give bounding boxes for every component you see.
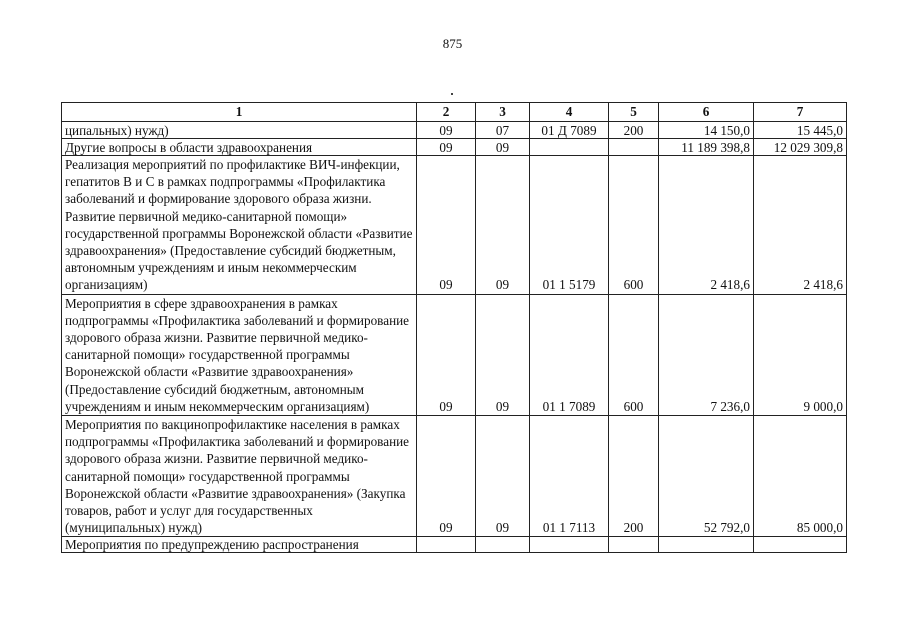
row-section: 09 — [417, 139, 476, 156]
row-subsection: 09 — [476, 139, 530, 156]
header-col-4: 4 — [530, 103, 609, 122]
header-col-7: 7 — [754, 103, 847, 122]
row-expense-type: 600 — [609, 294, 659, 415]
row-amount-7: 15 445,0 — [754, 122, 847, 139]
row-subsection: 09 — [476, 294, 530, 415]
row-name: Мероприятия в сфере здравоохранения в рамках подпрограммы «Профилактика заболеваний и формирование здорового образа жизни. Развитие первичной медико-санитарной помощи» государственной программы Воронежской области «Развитие здравоохранения» (Предоставление субсидий бюджетным, автономным учреждениям и иным некоммерческим организациям) — [62, 294, 417, 415]
row-expense-type: 200 — [609, 416, 659, 537]
row-target-code: 01 1 7089 — [530, 294, 609, 415]
row-amount-7 — [754, 537, 847, 553]
header-col-2: 2 — [417, 103, 476, 122]
row-amount-6: 11 189 398,8 — [659, 139, 754, 156]
header-row — [62, 103, 847, 122]
row-subsection — [476, 537, 530, 553]
row-expense-type — [609, 537, 659, 553]
row-name: Мероприятия по вакцинопрофилактике населения в рамках подпрограммы «Профилактика заболеваний и формирование здорового образа жизни. Развитие первичной медико-санитарной помощи» государственной программы Воронежской области «Развитие здравоохранения» (Закупка товаров, работ и услуг для государственных (муниципальных) нужд) — [62, 416, 417, 537]
row-amount-6 — [659, 537, 754, 553]
row-subsection: 09 — [476, 416, 530, 537]
row-subsection: 09 — [476, 156, 530, 295]
row-amount-7: 9 000,0 — [754, 294, 847, 415]
header-col-1: 1 — [62, 103, 417, 122]
header-col-5: 5 — [609, 103, 659, 122]
row-amount-6: 2 418,6 — [659, 156, 754, 295]
row-section: 09 — [417, 294, 476, 415]
table-row — [62, 294, 847, 415]
row-name: Мероприятия по предупреждению распространения — [62, 537, 417, 553]
budget-table — [61, 102, 847, 553]
table-row — [62, 416, 847, 537]
row-subsection: 07 — [476, 122, 530, 139]
row-amount-6: 14 150,0 — [659, 122, 754, 139]
table-row — [62, 122, 847, 139]
row-expense-type: 600 — [609, 156, 659, 295]
row-amount-6: 7 236,0 — [659, 294, 754, 415]
table-row — [62, 537, 847, 553]
row-section: 09 — [417, 416, 476, 537]
row-target-code — [530, 537, 609, 553]
row-section: 09 — [417, 156, 476, 295]
row-name: Другие вопросы в области здравоохранения — [62, 139, 417, 156]
page-number: 875 — [442, 36, 463, 51]
row-expense-type: 200 — [609, 122, 659, 139]
row-amount-7: 12 029 309,8 — [754, 139, 847, 156]
row-target-code: 01 Д 7089 — [530, 122, 609, 139]
table-row — [62, 139, 847, 156]
row-target-code — [530, 139, 609, 156]
row-target-code: 01 1 5179 — [530, 156, 609, 295]
row-amount-6: 52 792,0 — [659, 416, 754, 537]
row-name: ципальных) нужд) — [62, 122, 417, 139]
table-row — [62, 156, 847, 295]
row-name: Реализация мероприятий по профилактике ВИЧ-инфекции, гепатитов В и С в рамках подпрограммы «Профилактика заболеваний и формирование здорового образа жизни. Развитие первичной медико-санитарной помощи» государственной программы Воронежской области «Развитие здравоохранения» (Предоставление субсидий бюджетным, автономным учреждениям и иным некоммерческим организациям) — [62, 156, 417, 295]
header-col-3: 3 — [476, 103, 530, 122]
row-expense-type — [609, 139, 659, 156]
row-section — [417, 537, 476, 553]
row-amount-7: 2 418,6 — [754, 156, 847, 295]
scan-mark — [451, 93, 453, 95]
row-amount-7: 85 000,0 — [754, 416, 847, 537]
row-target-code: 01 1 7113 — [530, 416, 609, 537]
header-col-6: 6 — [659, 103, 754, 122]
row-section: 09 — [417, 122, 476, 139]
